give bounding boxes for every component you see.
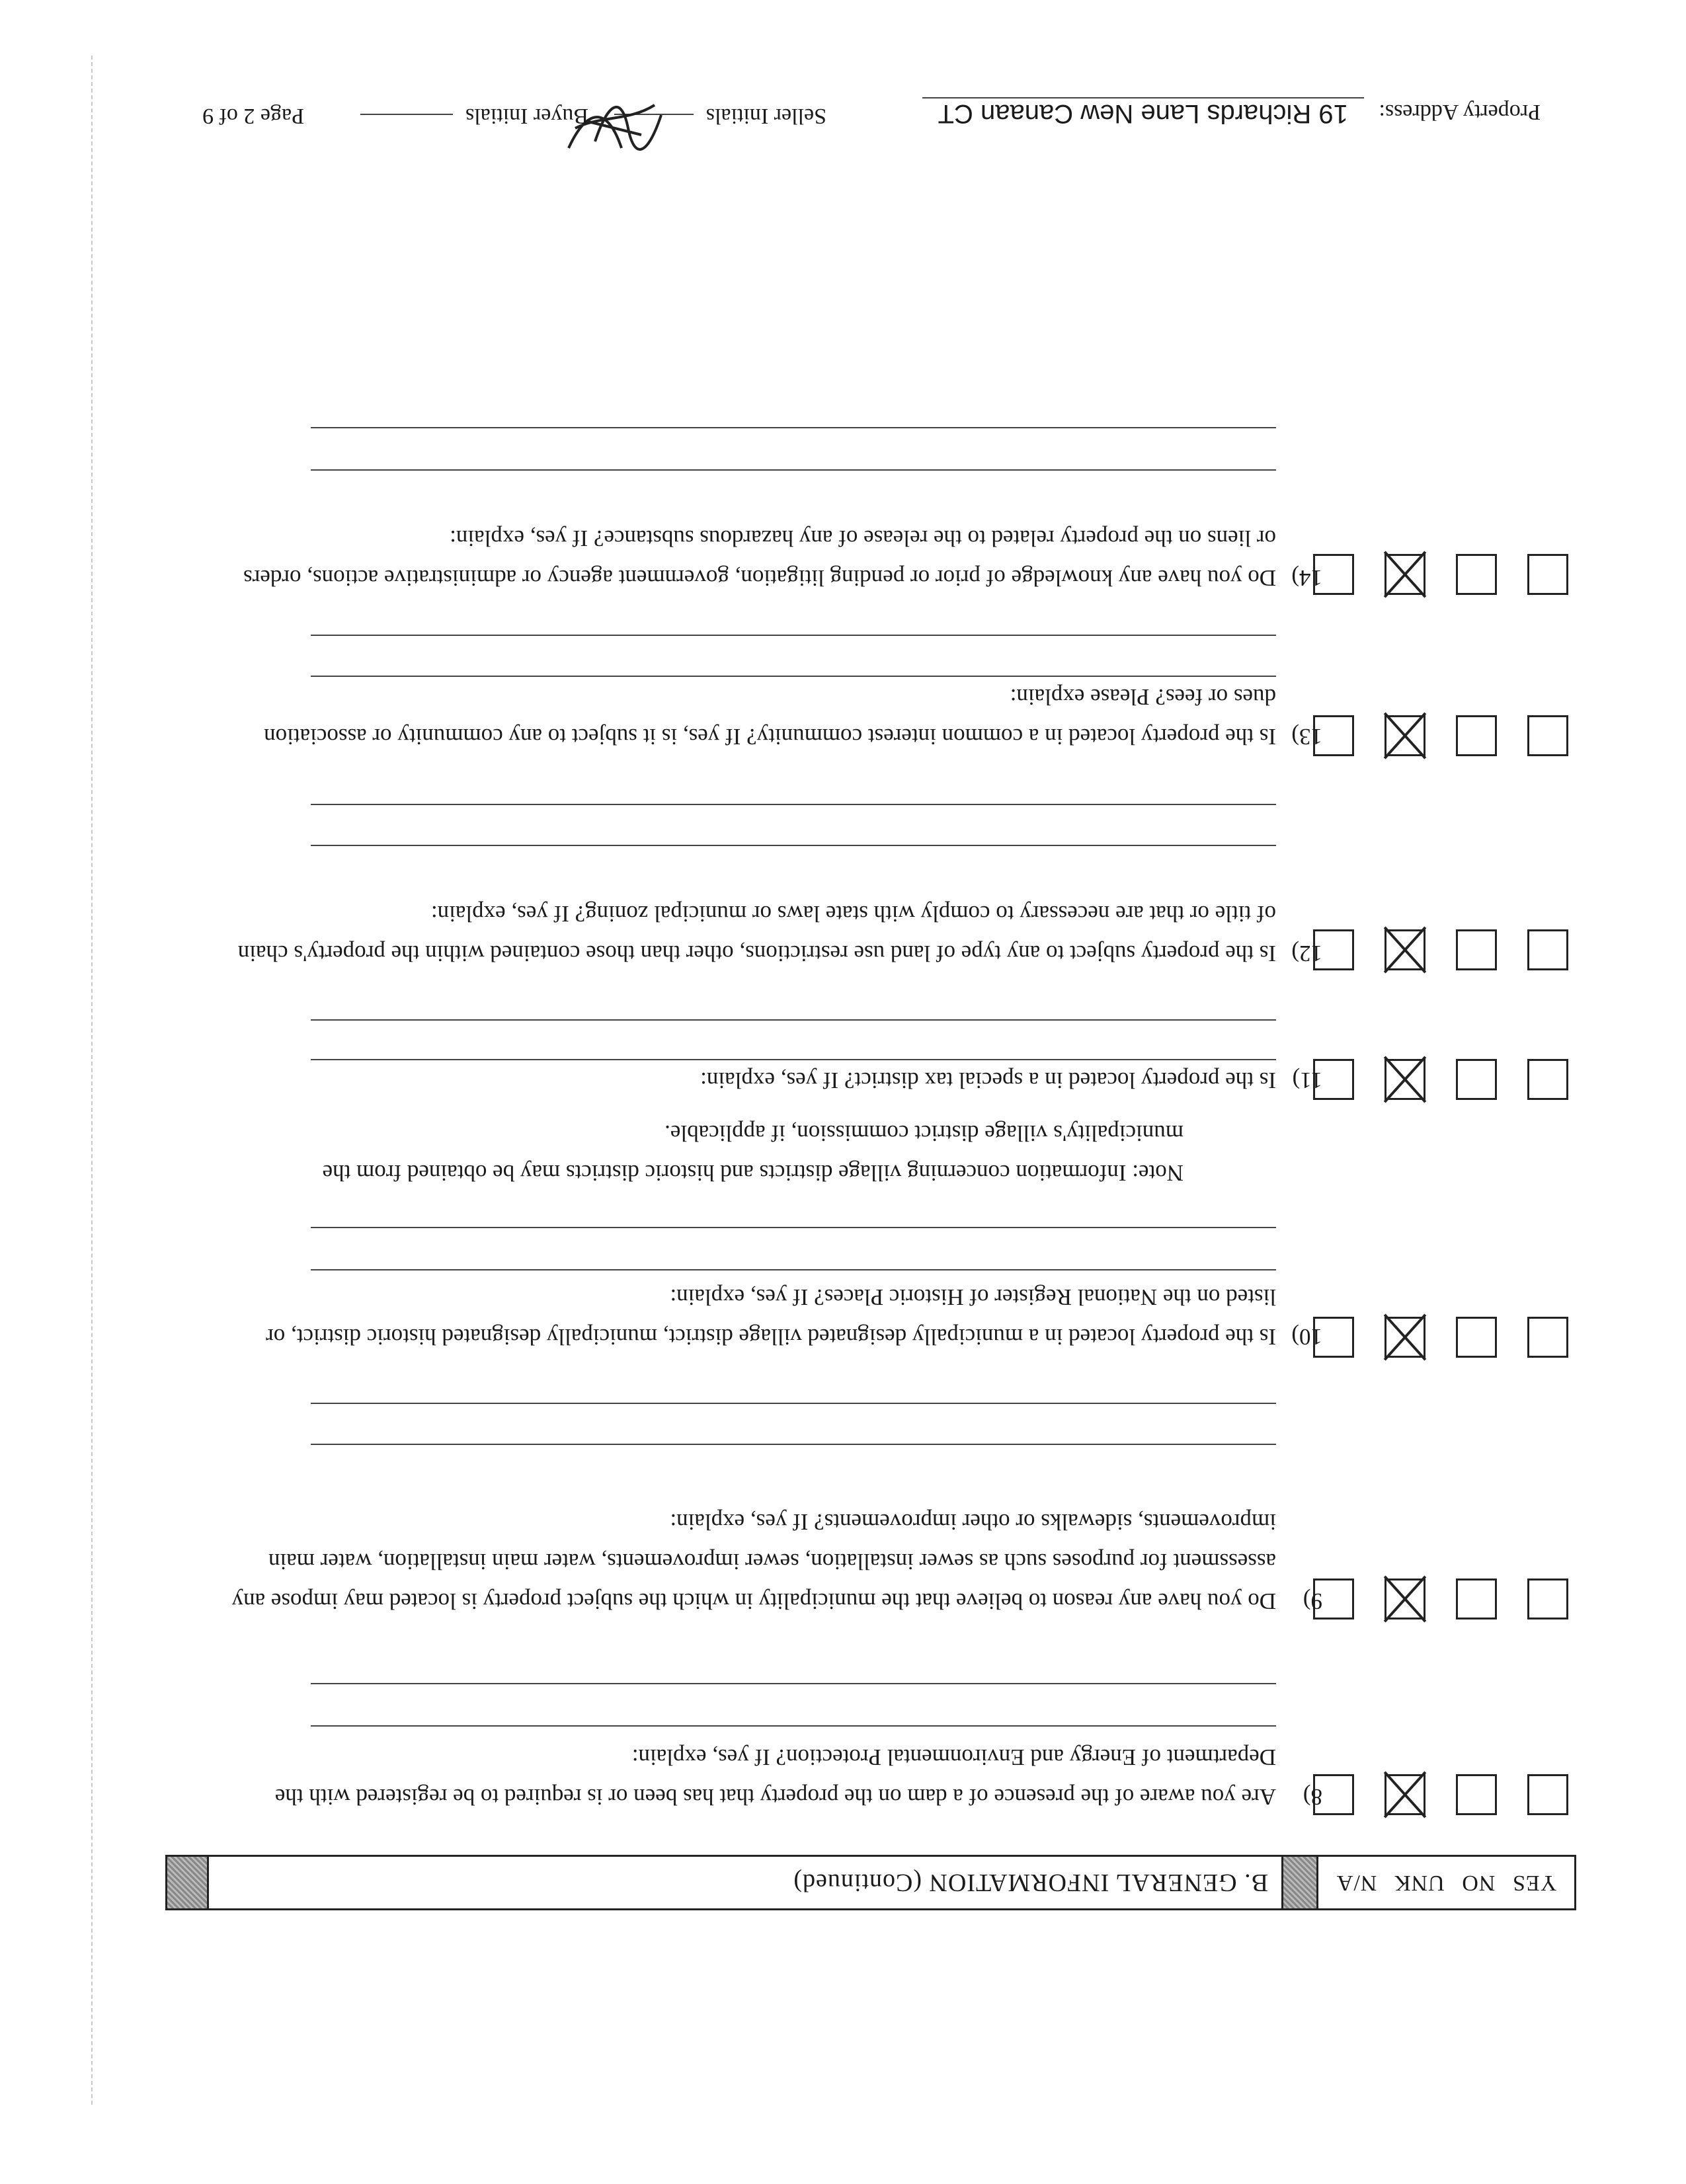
question-text: Is the property located in a municipally designated village district, municipally designated historic district, or listed on the National Register of Historic Places? If yes, explain:	[266, 1284, 1276, 1350]
answer-row-q11	[1313, 1059, 1568, 1100]
checkbox-unk-checked[interactable]	[1385, 715, 1425, 756]
answer-row-q8	[1313, 1774, 1568, 1815]
note-text: Note: Information concerning village districts and historic districts may be obtained from the municipality's village district commission, if applicable.	[322, 1120, 1184, 1186]
question-12	[231, 894, 1322, 973]
question-14	[231, 518, 1322, 598]
shaded-end-cell	[167, 1857, 209, 1908]
answer-line[interactable]	[311, 676, 1276, 677]
checkbox-no[interactable]	[1456, 1579, 1497, 1619]
question-number: 12)	[1291, 941, 1322, 966]
answer-line[interactable]	[311, 1683, 1276, 1684]
checkbox-unk-checked[interactable]	[1385, 1317, 1425, 1358]
question-11	[231, 1060, 1322, 1100]
column-na: N/A	[1336, 1871, 1377, 1895]
checkbox-yes[interactable]	[1527, 1059, 1568, 1100]
property-address-value[interactable]: 19 Richards Lane New Canaan CT	[922, 97, 1364, 128]
answer-line[interactable]	[311, 1019, 1276, 1021]
seller-initials-label: Seller Initials	[705, 104, 826, 128]
checkbox-yes[interactable]	[1527, 1579, 1568, 1619]
question-number: 10)	[1291, 1324, 1322, 1350]
answer-row-q13	[1313, 715, 1568, 756]
question-number: 8)	[1303, 1784, 1322, 1810]
checkbox-unk-checked[interactable]	[1385, 929, 1425, 970]
question-8	[231, 1737, 1322, 1816]
question-13	[231, 677, 1322, 756]
column-no: NO	[1461, 1871, 1496, 1895]
question-number: 9)	[1303, 1588, 1322, 1614]
checkbox-unk-checked[interactable]	[1385, 1579, 1425, 1619]
answer-row-q12	[1313, 929, 1568, 970]
question-text: Is the property located in a special tax district? If yes, explain:	[700, 1068, 1276, 1093]
question-9	[231, 1502, 1322, 1621]
question-number: 11)	[1292, 1068, 1322, 1093]
answer-line[interactable]	[311, 469, 1276, 471]
question-text: Is the property subject to any type of land use restrictions, other than those contained within the property's chain of title or that are necessary to comply with state laws or municipal zoning? If yes, explain:	[237, 901, 1276, 966]
checkbox-yes[interactable]	[1527, 1774, 1568, 1815]
buyer-initials	[360, 103, 588, 128]
checkbox-no[interactable]	[1456, 929, 1497, 970]
answer-line[interactable]	[311, 1444, 1276, 1445]
checkbox-yes[interactable]	[1527, 1317, 1568, 1358]
question-number: 13)	[1291, 724, 1322, 750]
answer-line[interactable]	[311, 1227, 1276, 1228]
property-address-label: Property Address:	[1379, 100, 1541, 124]
page-number: Page 2 of 9	[202, 104, 304, 128]
checkbox-no[interactable]	[1456, 1317, 1497, 1358]
answer-line[interactable]	[311, 1725, 1276, 1727]
checkbox-yes[interactable]	[1527, 715, 1568, 756]
buyer-initials-line[interactable]	[360, 114, 453, 115]
answer-line[interactable]	[311, 1403, 1276, 1404]
checkbox-unk-checked[interactable]	[1385, 554, 1425, 595]
answer-row-q9	[1313, 1579, 1568, 1619]
checkbox-no[interactable]	[1456, 1774, 1497, 1815]
question-text: Is the property located in a common interest community? If yes, is it subject to any community or association dues or fees? Please explain:	[264, 684, 1276, 750]
answer-row-q10	[1313, 1317, 1568, 1358]
buyer-initials-label: Buyer Initials	[465, 104, 588, 128]
checkbox-unk-checked[interactable]	[1385, 1059, 1425, 1100]
question-text: Do you have any reason to believe that the municipality in which the subject property is located may impose any assessment for purposes such as sewer installation, sewer improvements, water main installation, water main improvements, sidewalks or other improvements? If yes, explain:	[231, 1509, 1276, 1614]
answer-line[interactable]	[311, 1269, 1276, 1270]
checkbox-yes[interactable]	[1527, 929, 1568, 970]
answer-row-q14	[1313, 554, 1568, 595]
answer-line[interactable]	[311, 845, 1276, 846]
section-title: B. GENERAL INFORMATION (Continued)	[793, 1869, 1268, 1896]
checkbox-no[interactable]	[1456, 554, 1497, 595]
answer-columns-header	[1316, 1857, 1574, 1908]
column-unk: UNK	[1394, 1871, 1445, 1895]
question-10	[231, 1277, 1322, 1356]
property-address	[922, 97, 1541, 128]
checkbox-no[interactable]	[1456, 1059, 1497, 1100]
question-number: 14)	[1291, 565, 1322, 591]
checkbox-no[interactable]	[1456, 715, 1497, 756]
answer-line[interactable]	[311, 635, 1276, 636]
shaded-divider	[1281, 1857, 1316, 1908]
answer-line[interactable]	[311, 427, 1276, 428]
section-header-table	[165, 1855, 1576, 1910]
answer-line[interactable]	[311, 804, 1276, 805]
column-yes: YES	[1511, 1871, 1557, 1895]
checkbox-yes[interactable]	[1527, 554, 1568, 595]
checkbox-unk-checked[interactable]	[1385, 1774, 1425, 1815]
answer-line[interactable]	[311, 1059, 1276, 1060]
scan-edge-line	[91, 56, 93, 2105]
question-text: Do you have any knowledge of prior or pending litigation, government agency or administrative actions, orders or liens on the property related to the release of any hazardous substance? If yes, explain:	[243, 526, 1276, 591]
question-text: Are you aware of the presence of a dam on the property that has been or is required to be registered with the Department of Energy and Environmental Protection? If yes, explain:	[274, 1744, 1276, 1810]
